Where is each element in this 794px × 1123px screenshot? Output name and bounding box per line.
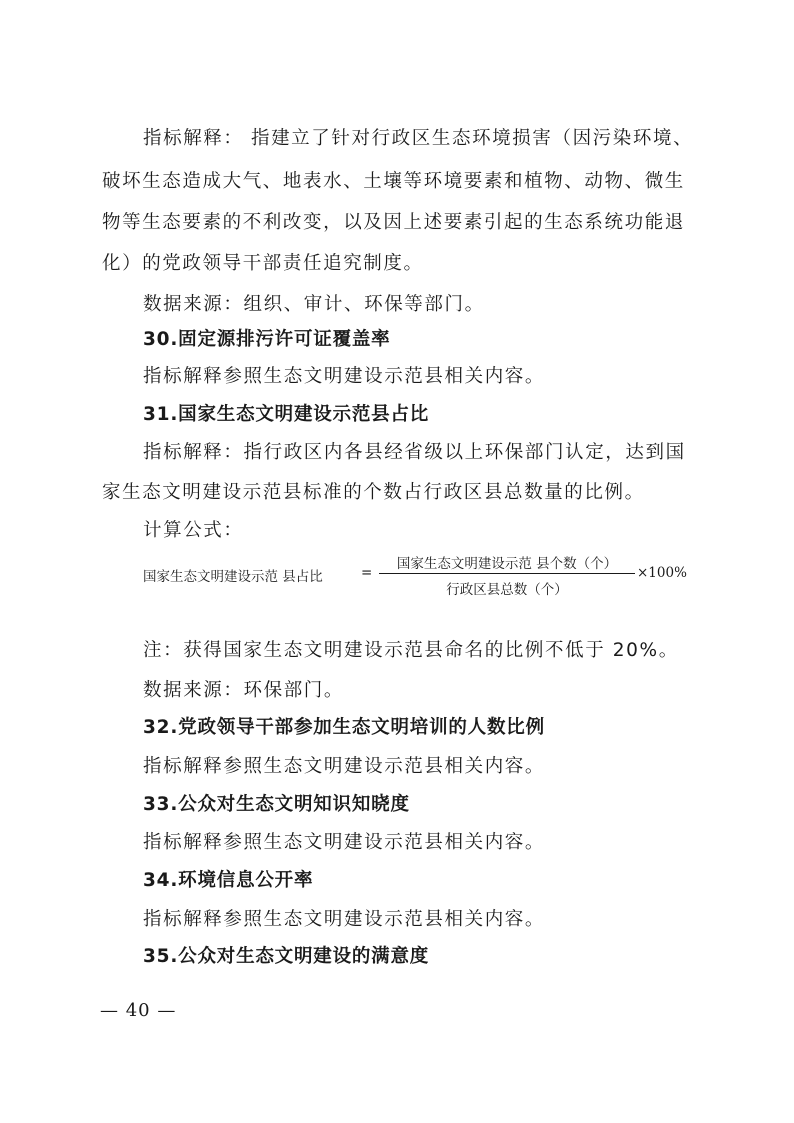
section-heading: 35.公众对生态文明建设的满意度	[143, 946, 430, 967]
fraction-bar	[379, 573, 635, 574]
section-heading: 31.国家生态文明建设示范县占比	[143, 404, 430, 425]
paragraph-line: 指标解释参照生态文明建设示范县相关内容。	[143, 756, 546, 777]
formula	[143, 552, 703, 602]
formula-numerator: 国家生态文明建设示范 县个数（个）	[396, 556, 618, 572]
paragraph-line: 指标解释：指行政区内各县经省级以上环保部门认定，达到国	[143, 442, 686, 463]
formula-equals: =	[361, 565, 373, 581]
paragraph-line: 计算公式：	[143, 520, 244, 541]
paragraph-line: 家生态文明建设示范县标准的个数占行政区县总数量的比例。	[102, 482, 645, 503]
paragraph-line: 注：获得国家生态文明建设示范县命名的比例不低于 20%。	[143, 640, 679, 661]
paragraph-line: 物等生态要素的不利改变，以及因上述要素引起的生态系统功能退	[102, 212, 685, 233]
paragraph-line: 数据来源：环保部门。	[143, 680, 345, 701]
paragraph-line: 数据来源：组织、审计、环保等部门。	[143, 294, 485, 315]
paragraph-line: 破坏生态造成大气、地表水、土壤等环境要素和植物、动物、微生	[102, 171, 685, 192]
paragraph-line: 指标解释参照生态文明建设示范县相关内容。	[143, 909, 546, 930]
section-heading: 34.环境信息公开率	[143, 870, 314, 891]
formula-lhs: 国家生态文明建设示范 县占比	[143, 569, 323, 585]
section-heading: 32.党政领导干部参加生态文明培训的人数比例	[143, 717, 545, 738]
page-number: — 40 —	[100, 1000, 177, 1021]
formula-multiplier: ×100%	[637, 565, 687, 581]
paragraph-line: 指标解释： 指建立了针对行政区生态环境损害（因污染环境、	[143, 128, 694, 149]
formula-denominator: 行政区县总数（个）	[446, 582, 568, 598]
section-heading: 30.固定源排污许可证覆盖率	[143, 329, 391, 350]
paragraph-line: 指标解释参照生态文明建设示范县相关内容。	[143, 366, 546, 387]
section-heading: 33.公众对生态文明知识知晓度	[143, 794, 410, 815]
paragraph-line: 指标解释参照生态文明建设示范县相关内容。	[143, 832, 546, 853]
paragraph-line: 化）的党政领导干部责任追究制度。	[102, 253, 424, 274]
